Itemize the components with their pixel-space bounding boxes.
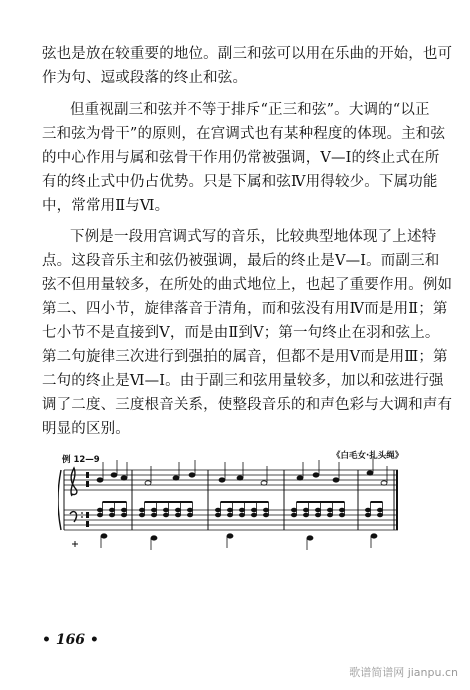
- text-line: 下例是一段用宫调式写的音乐，比较典型地体现了上述特: [70, 229, 437, 245]
- text-line: 中，常常用Ⅱ与Ⅵ。: [42, 198, 170, 214]
- text-line: 作为句、逗或段落的终止和弦。: [42, 70, 248, 86]
- melody-notes: [97, 456, 387, 485]
- watermark: 歌谱简谱网 jianpu.cn: [349, 666, 458, 679]
- text-line: 二句的终止是Ⅵ—Ⅰ。由于副三和弦用量较多，加以和弦进行强: [42, 373, 444, 389]
- accompaniment-chords: [97, 502, 382, 517]
- text-line: 第二、四小节，旋律落音于清角，而和弦没有用Ⅳ而是用Ⅱ；第: [42, 301, 448, 317]
- example-label: 例 12—9: [62, 455, 100, 465]
- text-line: 调了二度、三度根音关系，使整段音乐的和声色彩与大调和声有: [42, 397, 453, 413]
- bass-notes: [101, 534, 377, 550]
- text-line: 第二句旋律三次进行到强拍的属音，但都不是用Ⅴ而是用Ⅲ；第: [42, 349, 448, 365]
- barlines: [64, 470, 397, 530]
- text-line: 七小节不是直接到Ⅴ，而是由Ⅱ到Ⅴ；第一句终止在羽和弦上。: [42, 325, 440, 341]
- text-line: 弦不但用量较多，在所处的曲式地位上，也起了重要作用。例如: [42, 277, 453, 293]
- treble-clef-icon: [71, 468, 77, 496]
- text-line: 的中心作用与属和弦骨干作用仍常被强调，Ⅴ—Ⅰ的终止式在所: [42, 150, 440, 166]
- music-score: [58, 448, 413, 558]
- text-line: 弦也是放在较重要的地位。副三和弦可以用在乐曲的开始，也可: [42, 46, 453, 62]
- text-line: 点。这段音乐主和弦仍被强调，最后的终止是Ⅴ—Ⅰ。而副三和: [42, 253, 440, 269]
- brace-icon: [58, 470, 61, 530]
- pedal-mark-icon: [72, 541, 78, 547]
- page-number: • 166 •: [42, 632, 99, 648]
- text-line: 有的终止式中仍占优势。只是下属和弦Ⅳ用得较少。下属功能: [42, 174, 438, 190]
- text-line: 明显的区别。: [42, 421, 130, 437]
- text-line: 但重视副三和弦并不等于排斥“正三和弦”。大调的“以正: [70, 102, 430, 118]
- text-line: 三和弦为骨干”的原则，在宫调式也有某种程度的体现。主和弦: [42, 126, 446, 142]
- example-source: 《白毛女·扎头绳》: [332, 451, 404, 461]
- bass-clef-icon: [70, 512, 83, 522]
